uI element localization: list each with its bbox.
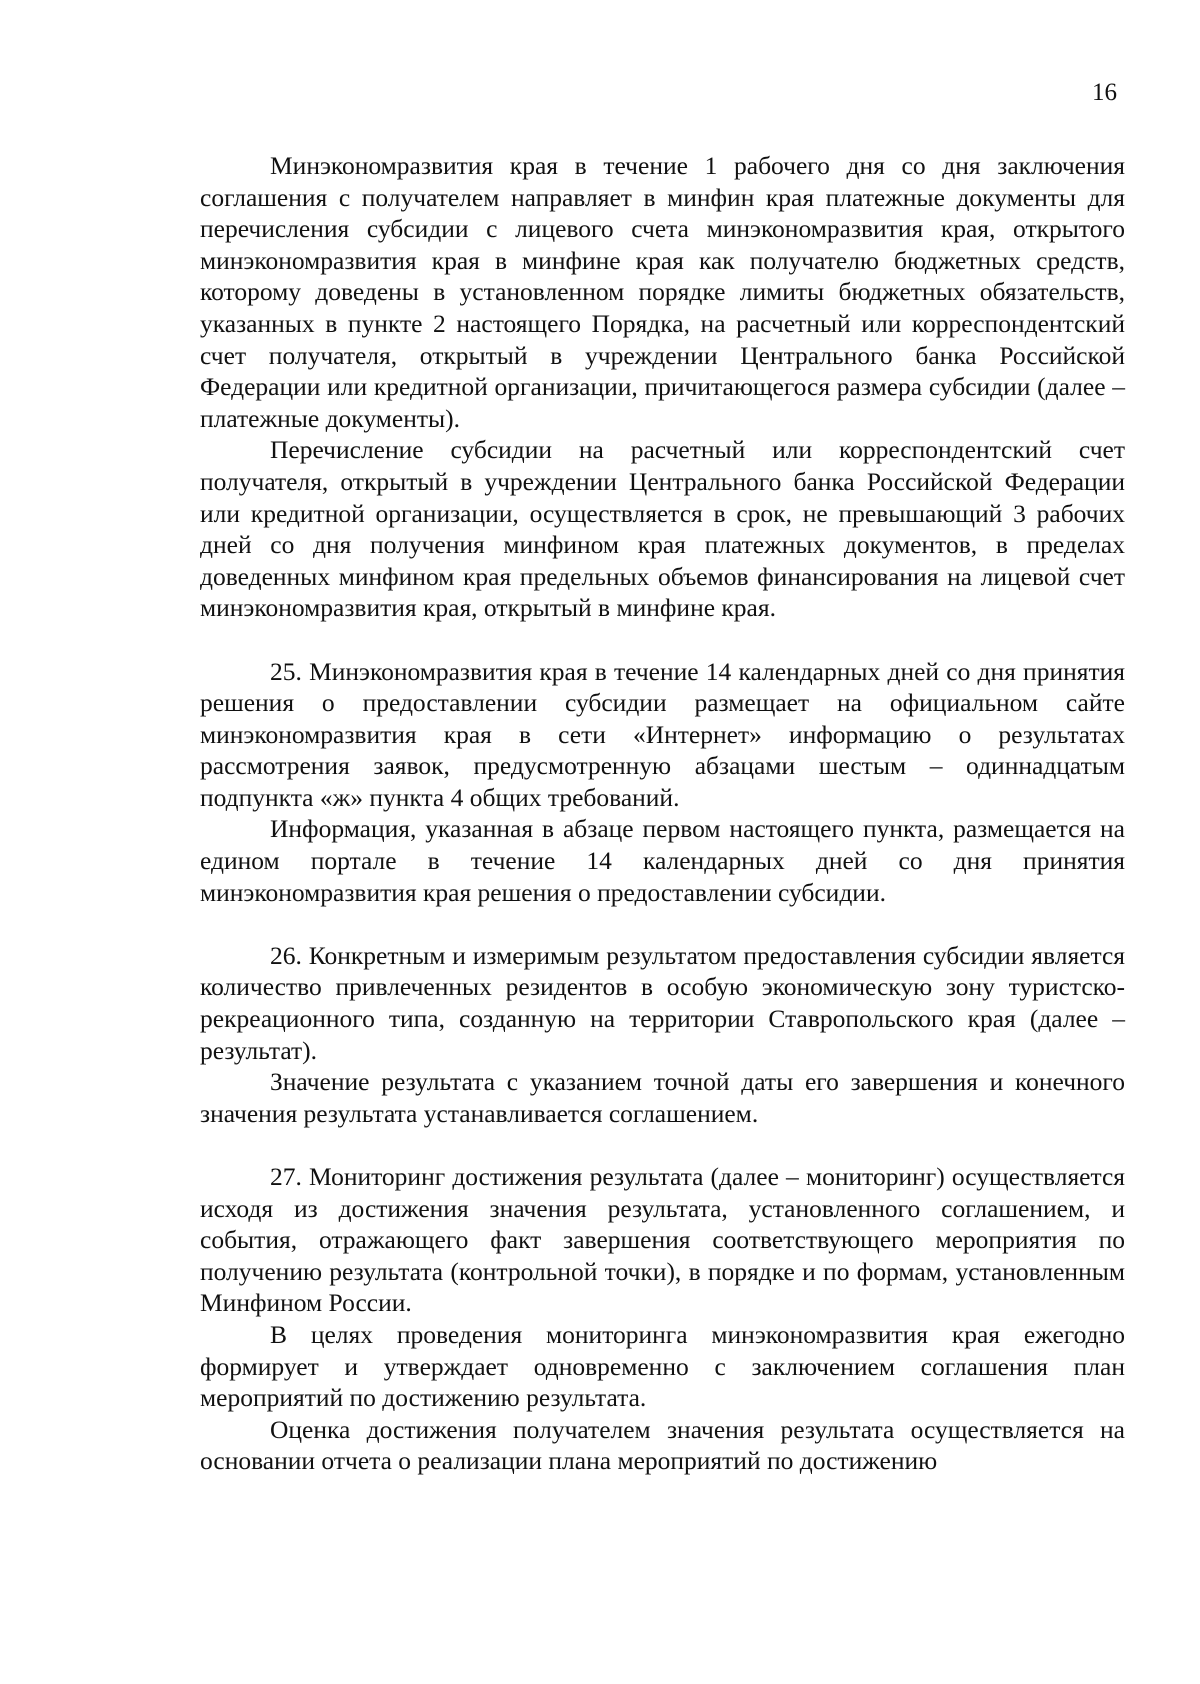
document-body [200,150,1125,1477]
paragraph-payment-documents: Минэкономразвития края в течение 1 рабочего дня со дня заключения соглашения с получателем направляет в минфин края платежные документы для перечисления субсидии с лицевого счета минэкономразвития края, открытого минэкономразвития края в минфине края как получателю бюджетных средств, которому доведены в установленном порядке лимиты бюджетных обязательств, указанных в пункте 2 настоящего Порядка, на расчетный или корреспондентский счет получателя, открытый в учреждении Центрального банка Российской Федерации или кредитной организации, причитающегося размера субсидии (далее – платежные документы). [200,151,1125,433]
paragraph-gap [200,908,1125,940]
paragraph-gap [200,624,1125,656]
page-number: 16 [1092,79,1117,106]
paragraph-item-26: 26. Конкретным и измеримым результатом предоставления субсидии является количество привлеченных резидентов в особую экономическую зону туристско-рекреационного типа, созданную на территории Ставропольского края (далее – результат). [200,940,1125,1065]
paragraph-item-27-assessment: Оценка достижения получателем значения результата осуществляется на основании отчета о реализации плана мероприятий по достижению [200,1414,1125,1476]
paragraph-subsidy-transfer: Перечисление субсидии на расчетный или корреспондентский счет получателя, открытый в учреждении Центрального банка Российской Федерации или кредитной организации, осуществляется в срок, не превышающий 3 рабочих дней со дня получения минфином края платежных документов, в пределах доведенных минфином края предельных объемов финансирования на лицевой счет минэкономразвития края, открытый в минфине края. [200,435,1125,623]
paragraph-gap [200,1129,1125,1161]
paragraph-item-25-info: Информация, указанная в абзаце первом настоящего пункта, размещается на едином портале в течение 14 календарных дней со дня принятия минэкономразвития края решения о предоставлении субсидии. [200,814,1125,907]
paragraph-item-27-plan: В целях проведения мониторинга минэкономразвития края ежегодно формирует и утверждает одновременно с заключением соглашения план мероприятий по достижению результата. [200,1319,1125,1413]
paragraph-item-26-value: Значение результата с указанием точной даты его завершения и конечного значения результата устанавливается соглашением. [200,1067,1125,1128]
paragraph-item-25: 25. Минэкономразвития края в течение 14 календарных дней со дня принятия решения о предоставлении субсидии размещает на официальном сайте минэкономразвития края в сети «Интернет» информацию о результатах рассмотрения заявок, предусмотренную абзацами шестым – одиннадцатым подпункта «ж» пункта 4 общих требований. [200,656,1125,812]
paragraph-item-27: 27. Мониторинг достижения результата (далее – мониторинг) осуществляется исходя из достижения значения результата, установленного соглашением, и события, отражающего факт завершения соответствующего мероприятия по получению результата (контрольной точки), в порядке и по формам, установленным Минфином России. [200,1162,1125,1318]
